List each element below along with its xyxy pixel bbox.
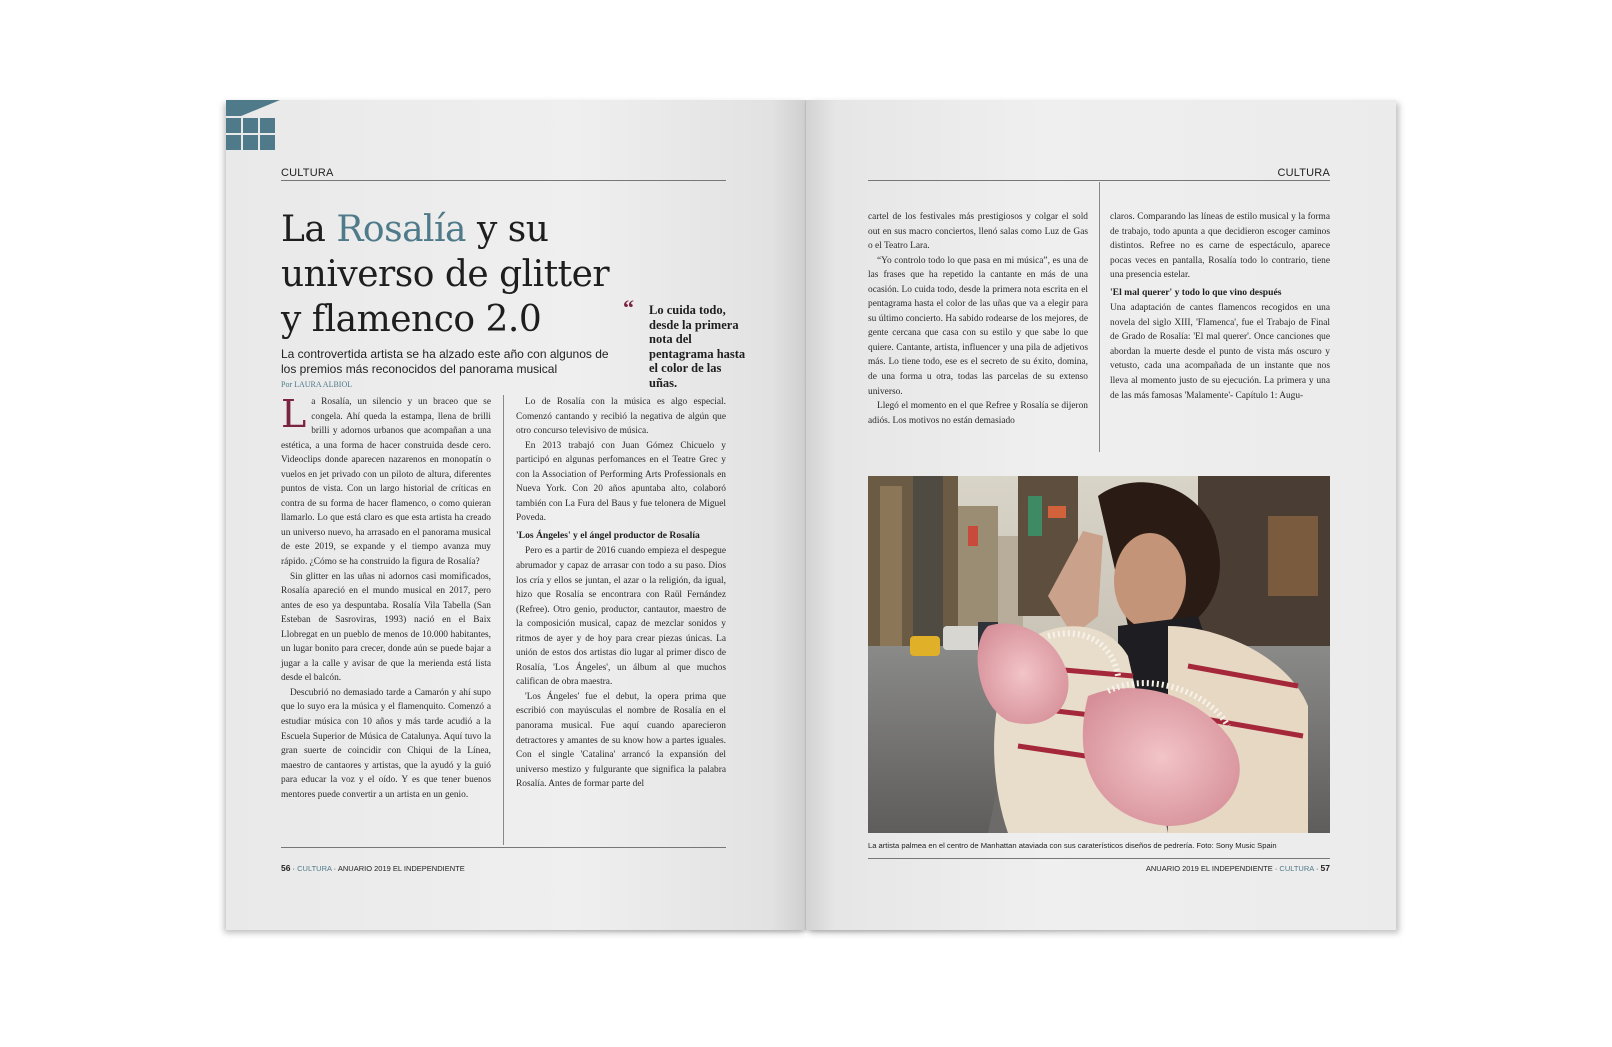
paragraph: “Yo controlo todo lo que pasa en mi música”, es una de las frases que ha repetido la cantante en más de una ocasión. Lo cuida todo, desde la primera nota escrita en el pentagrama hasta el color de las uñas que va a elegir para su último concierto. Ha sabido rodearse de los mejores, de gente cercana que casa con su estilo y que sabe lo que quiere. Cantante, artista, influencer y una pila de adjetivos más. Lo tiene todo, ese es el secreto de su éxito, domina, de una forma u otra, todas las parcelas de su extenso universo. <box>868 255 1088 397</box>
drop-cap: L <box>281 392 307 436</box>
pull-quote: Lo cuida todo, desde la primera nota del pentagrama hasta el color de las uñas. <box>649 303 746 390</box>
header-rule <box>868 180 1330 181</box>
headline-accent: Rosalía <box>336 209 467 250</box>
text-column-4 <box>1110 210 1330 403</box>
article-photo <box>868 476 1330 833</box>
article-subhead: La controvertida artista se ha alzado este año con algunos de los premios más reconocidos del panorama musical <box>281 347 609 376</box>
paragraph: claros. Comparando las líneas de estilo musical y la forma de trabajo, todo apunta a que decidieron escoger caminos distintos. Refree no es carne de espectáculo, aparece pocas veces en pantalla, Rosalía todo lo contrario, tiene una presencia estelar. <box>1110 212 1330 281</box>
page-footer-right: ANUARIO 2019 EL INDEPENDIENTE · CULTURA · 57 <box>1145 863 1330 873</box>
paragraph: Descubrió no demasiado tarde a Camarón y ahí supo que lo suyo era la música y el flamenquito. Comenzó a estudiar música con 10 años y más tarde acudió a la Escuela Superior de Música de Catalunya. Aquí tuvo la gran suerte de coincidir con Chiqui de la Línea, maestro de cantaores y artistas, que la ayudó y la guió para educar la voz y el oído. Y es que tener buenos mentores puede convertir a un artista en un genio. <box>281 687 491 800</box>
page-footer-left: 56 · CULTURA · ANUARIO 2019 EL INDEPENDIENTE <box>281 863 465 873</box>
page-number: 56 <box>281 863 291 873</box>
footer-publication: ANUARIO 2019 EL INDEPENDIENTE <box>337 864 465 873</box>
text-column-1 <box>281 392 491 802</box>
byline: Por LAURA ALBIOL <box>281 380 353 389</box>
footer-publication: ANUARIO 2019 EL INDEPENDIENTE <box>1145 864 1273 873</box>
paragraph: cartel de los festivales más prestigiosos y colgar el sold out en sus macro conciertos, llenó salas como Luz de Gas o el Teatro Lara. <box>868 212 1088 252</box>
column-rule <box>1099 182 1100 452</box>
section-label: CULTURA <box>1277 167 1330 179</box>
footer-rule <box>868 858 1330 859</box>
footer-section: CULTURA <box>297 864 332 873</box>
column-rule <box>503 395 504 845</box>
quote-mark-icon: “ <box>623 295 634 320</box>
paragraph: 'Los Ángeles' fue el debut, la opera prima que escribió con mayúsculas el nombre de Rosalía en el panorama musical. Fue aquí cuando aparecieron detractores y amantes de su know how a partes iguales. Con el single 'Catalina' arrancó la expansión del universo mestizo y fulgurante que significa la palabra Rosalía. Antes de formar parte del <box>516 691 726 790</box>
left-page <box>226 100 806 930</box>
section-subheading: 'El mal querer' y todo lo que vino después <box>1110 286 1282 298</box>
section-label: CULTURA <box>281 167 334 179</box>
paragraph: Sin glitter en las uñas ni adornos casi momificados, Rosalía apareció en el mundo musical en 2017, pero antes de eso ya despuntaba. Rosalía Vila Tabella (San Esteban de Sasroviras, 1993) nació en el Baix Llobregat en un pueblo de menos de 10.000 habitantes, un lugar bonito para crecer, donde aún se puede bajar a jugar a la calle y avisar de que la merienda está lista desde el balcón. <box>281 571 491 684</box>
header-rule <box>281 180 726 181</box>
footer-section: CULTURA <box>1279 864 1314 873</box>
paragraph: Llegó el momento en el que Refree y Rosalía se dijeron adiós. Los motivos no están demasiado <box>868 401 1088 426</box>
paragraph: En 2013 trabajó con Juan Gómez Chicuelo y participó en algunas perfomances en el Teatre Grec y con la Association of Performing Arts Professionals en Nueva York. Con 20 años apuntaba alto, colaboró también con La Fura del Baus y fue telonera de Miguel Poveda. <box>516 440 726 524</box>
paragraph: Una adaptación de cantes flamencos recogidos en una novela del siglo XIII, 'Flamenca', fue el Trabajo de Final de Grado de Rosalía: 'El mal querer'. Once canciones que abordan la muerte desde el punto de vista más oscuro y vetusto, cada una acompañada de un instante que nos lleva al momento justo de su ejecución. La primera y una de las más famosas 'Malamente'- Capítulo 1: Augu- <box>1110 303 1330 401</box>
article-headline: La Rosalía y su universo de glitter y flamenco 2.0 <box>281 209 610 340</box>
text-column-3 <box>868 210 1088 428</box>
paragraph: Lo de Rosalía con la música es algo especial. Comenzó cantando y recibió la negativa de algún que otro concurso televisivo de música. <box>516 397 726 437</box>
text-column-2 <box>516 395 726 792</box>
paragraph: a Rosalía, un silencio y un braceo que se congela. Ahí queda la estampa, llena de brilli brilli y adornos urbanos que acompañan a una estética, a una forma de hacer construida desde cero. Videoclips donde aparecen nazarenos en monopatín o vuelos en jet privado con un piloto de altura, diferentes puntos de vista. Con un largo historial de críticas en contra de su forma de hacer flamenco, o como quieran llamarlo. Lo que está claro es que esta artista ha creado un universo nuevo, ha arrasado en el panorama musical de este 2019, se expande y el tiempo avanza muy rápido. ¿Cómo se ha construido la figura de Rosalía? <box>281 397 491 568</box>
section-subheading: 'Los Ángeles' y el ángel productor de Rosalía <box>516 529 700 541</box>
paragraph: Pero es a partir de 2016 cuando empieza el despegue abrumador y capaz de arrasar con todo a su paso. Dios los cría y ellos se juntan, el azar o la religión, da igual, hizo que Rosalía se encontrara con Raül Fernández (Refree). Otro genio, productor, cantautor, maestro de la composición musical, capaz de mezclar sonidos y ritmos de ayer y de hoy para crear piezas únicas. La unión de estos dos artistas dio lugar al primer disco de Rosalía, 'Los Ángeles', un álbum al que muchos califican de obra maestra. <box>516 546 726 688</box>
photo-caption: La artista palmea en el centro de Manhattan ataviada con sus caraterísticos diseños de pedrería. Foto: Sony Music Spain <box>868 841 1277 850</box>
footer-rule <box>281 847 726 848</box>
right-page <box>806 100 1396 930</box>
page-number: 57 <box>1320 863 1330 873</box>
